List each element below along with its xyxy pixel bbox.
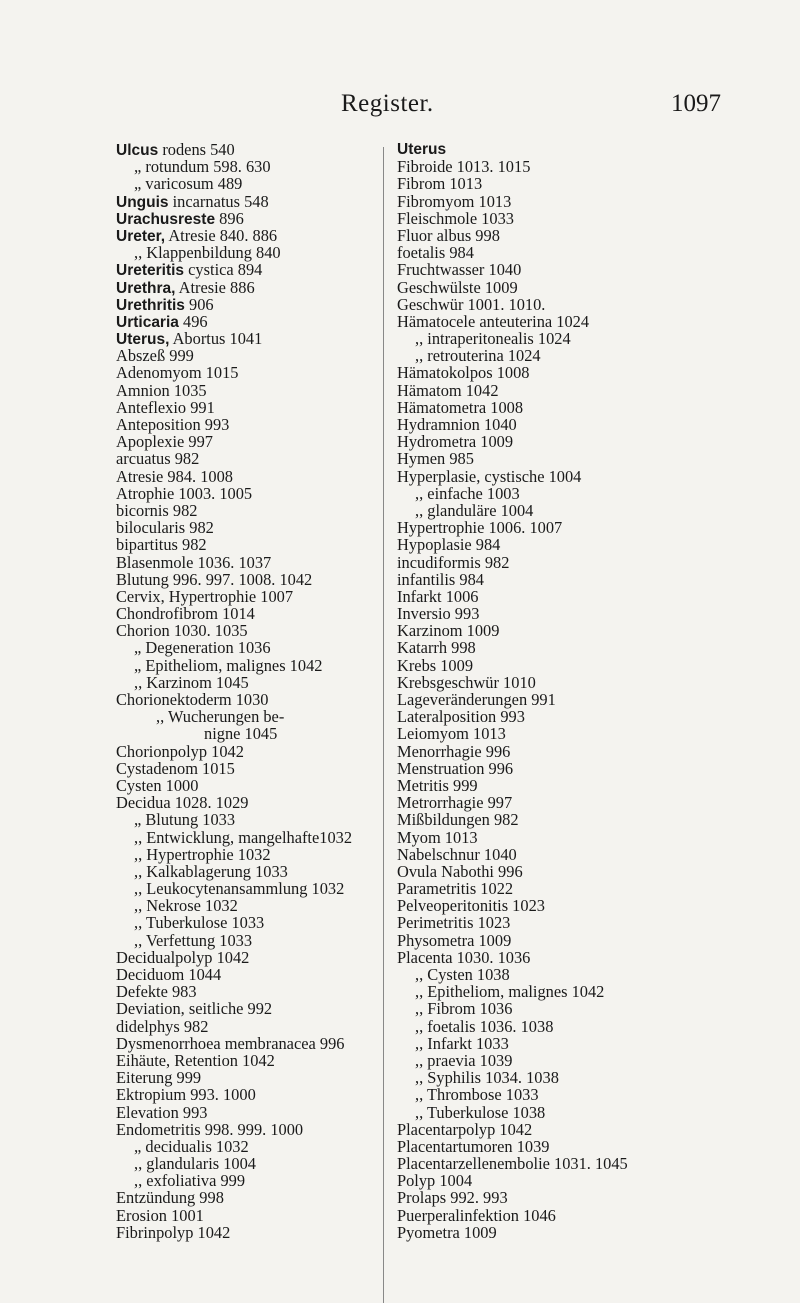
index-entry: ,, intraperitonealis 1024 bbox=[415, 329, 571, 349]
index-entry: bilocularis 982 bbox=[116, 518, 214, 538]
index-heading: Uterus, bbox=[116, 331, 170, 349]
index-entry: Defekte 983 bbox=[116, 982, 197, 1002]
index-entry: Atresie 984. 1008 bbox=[116, 466, 233, 486]
index-entry: Chorionpolyp 1042 bbox=[116, 741, 244, 761]
index-entry: Pyometra 1009 bbox=[397, 1222, 497, 1242]
index-entry: „ rotundum 598. 630 bbox=[134, 157, 271, 177]
index-entry: Fibrinpolyp 1042 bbox=[116, 1222, 231, 1242]
index-entry: Prolaps 992. 993 bbox=[397, 1188, 508, 1208]
index-entry: Ektropium 993. 1000 bbox=[116, 1085, 256, 1105]
index-entry: Placenta 1030. 1036 bbox=[397, 947, 531, 967]
index-entry: „ varicosum 489 bbox=[134, 174, 243, 194]
index-entry: ,, Tuberkulose 1038 bbox=[415, 1102, 546, 1122]
index-heading: Urachusreste bbox=[116, 210, 216, 228]
index-entry: Blutung 996. 997. 1008. 1042 bbox=[116, 569, 313, 589]
index-entry: „ Degeneration 1036 bbox=[134, 638, 271, 658]
index-entry: Hypertrophie 1006. 1007 bbox=[397, 518, 563, 538]
index-heading: Urethritis bbox=[116, 296, 185, 314]
index-entry: ,, einfache 1003 bbox=[415, 483, 520, 503]
index-locator: Abortus 1041 bbox=[169, 329, 263, 349]
index-entry: Fleischmole 1033 bbox=[397, 208, 514, 228]
index-entry: ,, retrouterina 1024 bbox=[415, 346, 541, 366]
index-entry: Metrorrhagie 997 bbox=[397, 793, 513, 813]
index-entry: Hydrometra 1009 bbox=[397, 432, 514, 452]
index-entry: Karzinom 1009 bbox=[397, 621, 500, 641]
index-entry: Lateralposition 993 bbox=[397, 707, 525, 727]
index-entry: ,, Infarkt 1033 bbox=[415, 1033, 509, 1053]
index-entry: Placentarzellenembolie 1031. 1045 bbox=[397, 1154, 628, 1174]
index-entry: nigne 1045 bbox=[204, 724, 278, 744]
index-entry: Lageveränderungen 991 bbox=[397, 690, 556, 709]
index-heading: Ulcus bbox=[116, 142, 159, 159]
index-entry: bicornis 982 bbox=[116, 500, 198, 520]
index-entry: ,, Kalkablagerung 1033 bbox=[134, 861, 288, 881]
index-entry: Chorionektoderm 1030 bbox=[116, 690, 269, 709]
index-entry: Geschwülste 1009 bbox=[397, 277, 518, 297]
index-entry: Puerperalinfektion 1046 bbox=[397, 1205, 556, 1225]
index-entry: Placentartumoren 1039 bbox=[397, 1136, 550, 1156]
index-entry bbox=[116, 193, 376, 210]
index-entry: Deciduom 1044 bbox=[116, 965, 222, 984]
index-entry: Parametritis 1022 bbox=[397, 879, 514, 899]
page-title: Register. bbox=[341, 90, 434, 117]
index-entry: ,, Karzinom 1045 bbox=[134, 672, 249, 692]
column-divider bbox=[383, 147, 384, 1303]
index-heading: Ureter, bbox=[116, 227, 166, 245]
index-entry: Anteflexio 991 bbox=[116, 397, 215, 417]
index-entry: Amnion 1035 bbox=[116, 380, 207, 400]
index-locator: incarnatus 548 bbox=[168, 191, 269, 211]
index-entry: Krebsgeschwür 1010 bbox=[397, 672, 536, 692]
index-entry: „ Epitheliom, malignes 1042 bbox=[134, 655, 323, 675]
index-entry: Hämatom 1042 bbox=[397, 380, 499, 400]
index-entry: ,, Fibrom 1036 bbox=[415, 999, 513, 1019]
index-entry: „ Blutung 1033 bbox=[134, 810, 236, 830]
index-entry bbox=[116, 141, 376, 158]
index-entry: Apoplexie 997 bbox=[116, 432, 213, 452]
index-entry: Erosion 1001 bbox=[116, 1205, 204, 1225]
index-entry: Adenomyom 1015 bbox=[116, 363, 239, 383]
index-entry: Metritis 999 bbox=[397, 775, 478, 795]
index-entry bbox=[116, 210, 376, 227]
index-entry: Hämatokolpos 1008 bbox=[397, 363, 530, 383]
index-entry: Infarkt 1006 bbox=[397, 586, 479, 606]
index-entry: Decidua 1028. 1029 bbox=[116, 793, 249, 813]
index-heading: Ureteritis bbox=[116, 262, 185, 280]
index-entry: Nabelschnur 1040 bbox=[397, 844, 517, 864]
index-entry: ,, praevia 1039 bbox=[415, 1050, 513, 1070]
index-entry: Fluor albus 998 bbox=[397, 225, 500, 245]
index-entry: foetalis 984 bbox=[397, 243, 474, 263]
index-entry: Pelveoperitonitis 1023 bbox=[397, 896, 545, 916]
index-entry: Perimetritis 1023 bbox=[397, 913, 511, 933]
index-entry: Fibrom 1013 bbox=[397, 174, 483, 194]
index-entry: Placentarpolyp 1042 bbox=[397, 1119, 533, 1139]
index-entry: incudiformis 982 bbox=[397, 552, 510, 572]
index-entry: Mißbildungen 982 bbox=[397, 810, 519, 830]
index-entry: Eihäute, Retention 1042 bbox=[116, 1050, 275, 1070]
index-heading: Unguis bbox=[116, 193, 169, 211]
index-entry: Anteposition 993 bbox=[116, 415, 230, 434]
index-entry: ,, glanduläre 1004 bbox=[415, 500, 534, 520]
index-entry: Krebs 1009 bbox=[397, 655, 474, 675]
index-entry: ,, Syphilis 1034. 1038 bbox=[415, 1068, 559, 1088]
index-entry: Hypoplasie 984 bbox=[397, 535, 501, 555]
index-entry: Fibroide 1013. 1015 bbox=[397, 157, 531, 177]
index-entry: Hämatocele anteuterina 1024 bbox=[397, 311, 590, 331]
index-entry: Dysmenorrhoea membranacea 996 bbox=[116, 1033, 345, 1053]
index-entry: Uterus bbox=[397, 141, 447, 158]
index-entry: Menstruation 996 bbox=[397, 758, 514, 778]
index-entry: ,, Klappenbildung 840 bbox=[134, 243, 281, 263]
index-heading: Urethra, bbox=[116, 279, 176, 297]
index-entry bbox=[116, 313, 376, 330]
index-entry: Hymen 985 bbox=[397, 449, 474, 469]
index-entry bbox=[116, 261, 376, 278]
index-entry: Decidualpolyp 1042 bbox=[116, 947, 250, 967]
page-number: 1097 bbox=[671, 90, 721, 117]
index-entry: Polyp 1004 bbox=[397, 1171, 473, 1191]
index-entry: Cysten 1000 bbox=[116, 775, 199, 795]
index-entry: ,, Leukocytenansammlung 1032 bbox=[134, 879, 345, 899]
index-entry: Leiomyom 1013 bbox=[397, 724, 506, 744]
index-entry: Menorrhagie 996 bbox=[397, 741, 511, 761]
index-entry: Chondrofibrom 1014 bbox=[116, 604, 255, 624]
index-entry: Cystadenom 1015 bbox=[116, 758, 235, 778]
index-entry: ,, Entwicklung, mangelhafte1032 bbox=[134, 827, 353, 847]
index-entry: ,, Wucherungen be- bbox=[156, 707, 285, 727]
index-entry: Atrophie 1003. 1005 bbox=[116, 483, 253, 503]
index-entry: Hämatometra 1008 bbox=[397, 397, 524, 417]
index-locator: rodens 540 bbox=[158, 140, 235, 159]
index-entry: Hyperplasie, cystische 1004 bbox=[397, 466, 582, 486]
index-entry bbox=[116, 279, 376, 296]
index-entry: Myom 1013 bbox=[397, 827, 478, 847]
index-entry: ,, foetalis 1036. 1038 bbox=[415, 1016, 554, 1036]
index-locator: cystica 894 bbox=[184, 260, 263, 280]
index-entry: Entzündung 998 bbox=[116, 1188, 224, 1208]
index-column-left bbox=[116, 141, 376, 1241]
index-entry: Inversio 993 bbox=[397, 604, 480, 624]
index-entry: bipartitus 982 bbox=[116, 535, 207, 555]
index-entry bbox=[116, 296, 376, 313]
index-entry: didelphys 982 bbox=[116, 1016, 209, 1036]
index-entry: Blasenmole 1036. 1037 bbox=[116, 552, 272, 572]
index-entry: Fibromyom 1013 bbox=[397, 191, 512, 211]
index-locator: 906 bbox=[184, 294, 214, 314]
index-entry: ,, Nekrose 1032 bbox=[134, 896, 238, 916]
index-entry: Cervix, Hypertrophie 1007 bbox=[116, 586, 294, 606]
index-locator: Atresie 886 bbox=[175, 277, 255, 297]
index-locator: 896 bbox=[215, 208, 244, 228]
index-locator: Atresie 840. 886 bbox=[165, 225, 278, 245]
index-entry: ,, exfoliativa 999 bbox=[134, 1171, 246, 1191]
index-entry: ,, Cysten 1038 bbox=[415, 965, 510, 984]
index-entry: infantilis 984 bbox=[397, 569, 484, 589]
index-entry: „ decidualis 1032 bbox=[134, 1136, 249, 1156]
index-entry: ,, Hypertrophie 1032 bbox=[134, 844, 271, 864]
index-locator: 496 bbox=[178, 311, 208, 331]
index-entry: ,, Tuberkulose 1033 bbox=[134, 913, 265, 933]
index-entry: arcuatus 982 bbox=[116, 449, 200, 469]
index-entry bbox=[116, 330, 376, 347]
index-entry: Chorion 1030. 1035 bbox=[116, 621, 248, 641]
index-entry: Geschwür 1001. 1010. bbox=[397, 294, 546, 314]
index-entry: Endometritis 998. 999. 1000 bbox=[116, 1119, 304, 1139]
index-entry: Elevation 993 bbox=[116, 1102, 208, 1122]
index-entry: ,, glandularis 1004 bbox=[134, 1154, 257, 1174]
index-entry: ,, Epitheliom, malignes 1042 bbox=[415, 982, 605, 1002]
index-heading: Urticaria bbox=[116, 313, 179, 331]
running-head bbox=[0, 90, 800, 120]
index-entry: ,, Verfettung 1033 bbox=[134, 930, 253, 950]
index-entry: Physometra 1009 bbox=[397, 930, 512, 950]
index-entry: Hydramnion 1040 bbox=[397, 415, 517, 434]
index-entry: ,, Thrombose 1033 bbox=[415, 1085, 539, 1105]
index-entry: Deviation, seitliche 992 bbox=[116, 999, 273, 1019]
index-entry: Eiterung 999 bbox=[116, 1068, 202, 1088]
index-entry bbox=[116, 227, 376, 244]
index-column-right bbox=[397, 141, 727, 1241]
index-entry: Fruchtwasser 1040 bbox=[397, 260, 522, 280]
index-entry: Katarrh 998 bbox=[397, 638, 476, 658]
index-entry: Ovula Nabothi 996 bbox=[397, 861, 523, 881]
index-entry: Abszeß 999 bbox=[116, 346, 194, 366]
